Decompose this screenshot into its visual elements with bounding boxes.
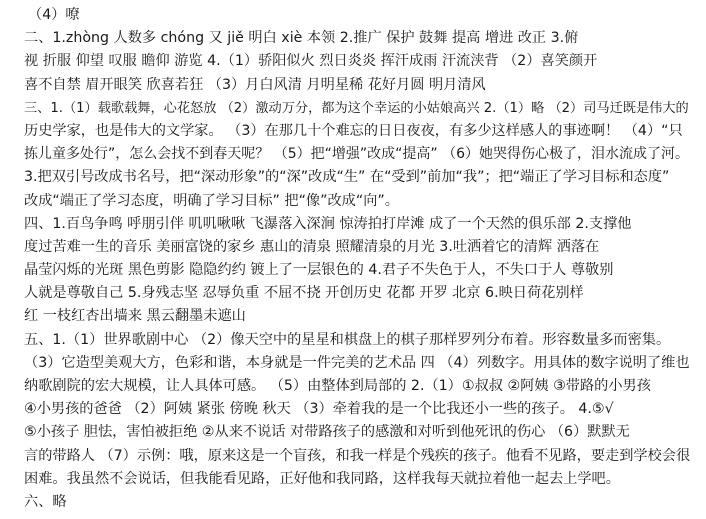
line-text: （4）嘹 [28,7,80,23]
text-line [24,329,696,352]
line-text: 困难。我虽然不会说话，但我能看见路，正好他和我同路，这样我每天就拉着他一起去上学吧。 [24,470,620,487]
line-text: 二、1.zhòng 人数多 chóng 又 jiě 明白 xiè 本领 2.推广 保护 鼓舞 提高 增进 改正 3.俯 [24,30,579,47]
line-text: 改成“端正了学习态度，明确了学习目标” 把“像”改成“向”。 [24,192,399,209]
text-line [24,421,696,444]
line-text: 五、1.（1）世界歌剧中心 （2）像天空中的星星和棋盘上的棋子那样罗列分布着。形容数量多而密集。 [24,331,671,348]
text-line [24,398,696,421]
text-line [24,445,696,468]
line-text: 拣儿童多处行”，怎么会找不到春天呢？ （5）把“增强”改成“提高” （6）她哭得伤心极了，泪水流成了河。 [24,146,689,163]
text-line [24,27,696,50]
text-line [24,491,696,514]
line-text: 晶莹闪烁的光斑 黑色剪影 隐隐约约 镀上了一层银色的 4.君子不失色于人，不失口于人 尊敬别 [24,262,614,279]
line-text: 言的带路人 （7）示例：哦，原来这是一个盲孩，和我一样是个残疾的孩子。他看不见路，要走到学校会很 [24,447,691,464]
line-text: ④小男孩的爸爸 （2）阿姨 紧张 傍晚 秋天 （3）牵着我的是一个比我还小一些的孩子。 4.⑤√ [24,401,614,418]
text-line [24,50,696,73]
text-line [24,236,696,259]
line-text: （3）它造型美观大方，色彩和谐，本身就是一件完美的艺术品 四 （4）列数字。用具体的数字说明了维也 [24,354,690,371]
text-line [24,143,696,166]
text-line [24,259,696,282]
line-text: 视 折服 仰望 叹服 瞻仰 游览 4.（1）骄阳似火 烈日炎炎 挥汗成雨 汗流浃背 （2）喜笑颜开 [24,53,598,70]
line-text: 六、略 [24,493,67,510]
line-text: ⑤小孩子 胆怯，害怕被拒绝 ②从来不说话 对带路孩子的感激和对听到他死讯的伤心 （6）默默无 [24,424,630,441]
line-text: 三、1.（1）载歌载舞，心花怒放 （2）激动万分，都为这个幸运的小姑娘高兴 2.（1）略 （2）司马迁既是伟大的 [24,100,689,116]
text-line [24,305,696,328]
text-line [24,74,696,97]
text-line [24,375,696,398]
text-line [24,213,696,236]
text-line [24,4,696,27]
line-text: 纳歌剧院的宏大规模，让人具体可感。 （5）由整体到局部的 2.（1）①叔叔 ②阿姨 ③带路的小男孩 [24,378,651,394]
text-line [24,120,696,143]
text-line [24,166,696,189]
text-line [24,468,696,491]
line-text: 人就是尊敬自己 5.身残志坚 忍辱负重 不屈不挠 开创历史 花都 开罗 北京 6.映日荷花别样 [24,285,584,302]
line-text: 红 一枝红杏出墙来 黑云翻墨未遮山 [24,308,246,325]
text-line [24,190,696,213]
line-text: 四、1.百鸟争鸣 呼朋引伴 叽叽啾啾 飞瀑落入深涧 惊涛拍打岸滩 成了一个天然的俱乐部 2.支撑他 [24,215,632,232]
line-text: 度过苦难一生的音乐 美丽富饶的家乡 惠山的清泉 照耀清泉的月光 3.吐洒着它的清辉 洒落在 [24,238,600,255]
text-line [24,282,696,305]
line-text: 历史学家，也是伟大的文学家。 （3）在那几十个难忘的日日夜夜，有多少这样感人的事迹啊！ （4）“只 [24,122,683,139]
text-line [24,97,696,120]
line-text: 喜不自禁 眉开眼笑 欣喜若狂 （3）月白风清 月明星稀 花好月圆 明月清风 [24,76,486,93]
line-text: 3.把双引号改成书名号，把“深动形象”的“深”改成“生” 在“受到”前加“我”；把“端正了学习目标和态度” [24,169,670,186]
text-line [24,352,696,375]
